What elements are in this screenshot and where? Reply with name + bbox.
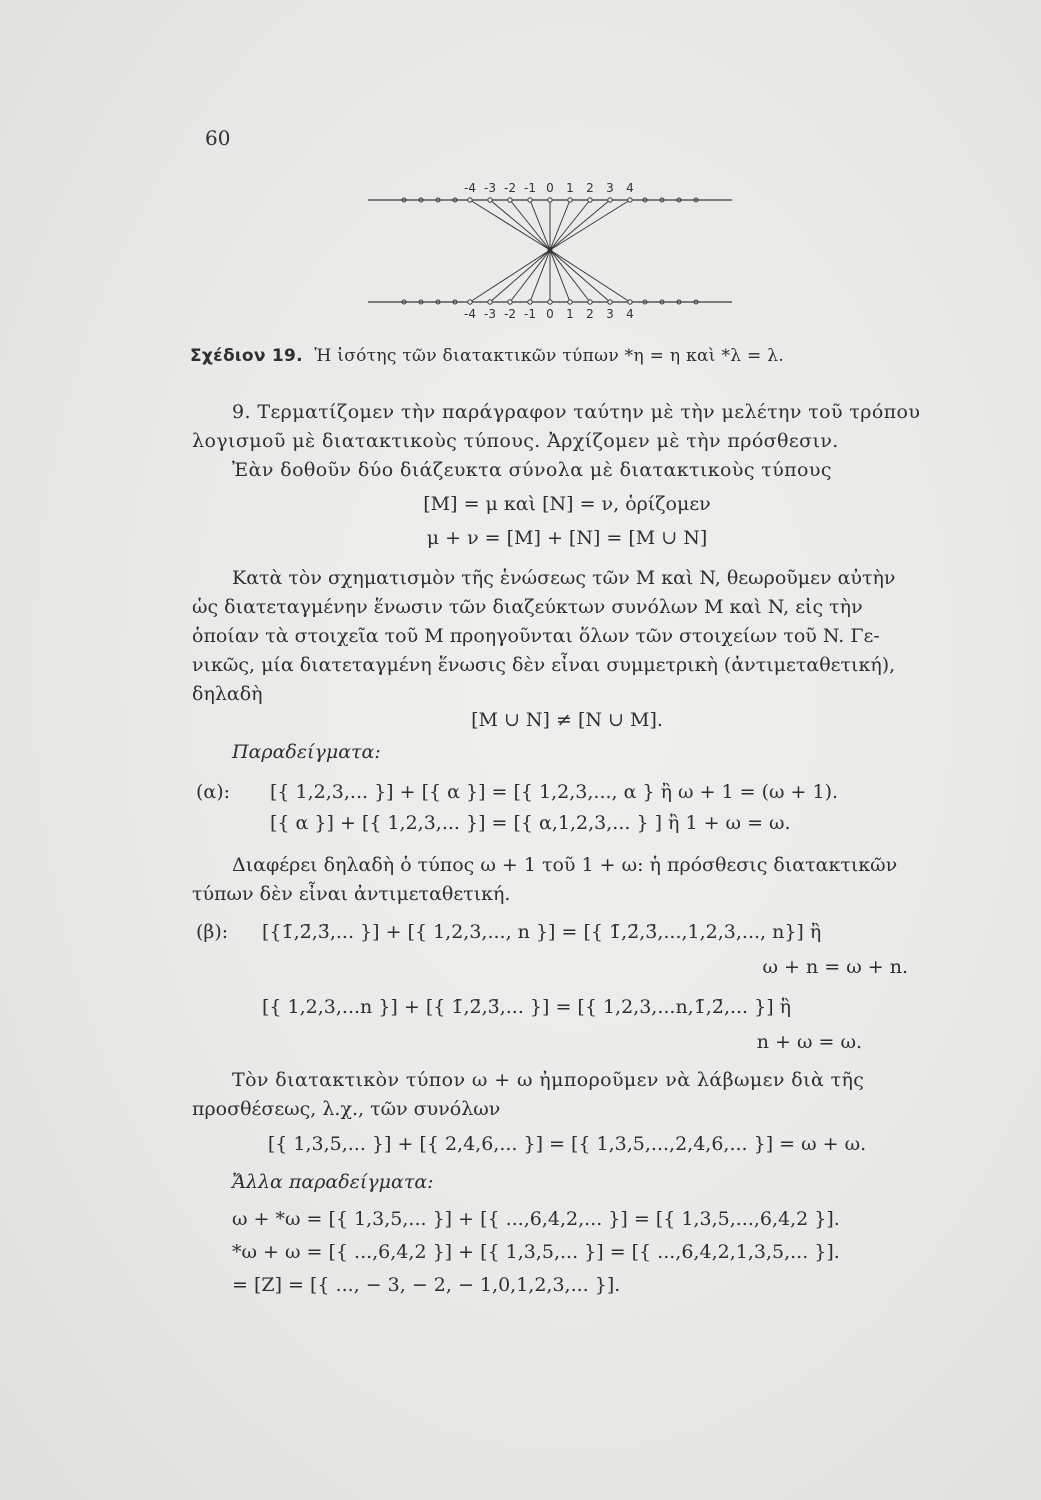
top-projection-line [530, 200, 550, 250]
bottom-axis-label: 3 [606, 307, 614, 321]
bottom-projection-line [470, 250, 550, 302]
bottom-axis-label: 2 [586, 307, 594, 321]
bottom-axis-point [608, 300, 612, 304]
bottom-axis-label: -3 [484, 307, 496, 321]
omega-line1: Τὸν διατακτικὸν τύπον ω + ω ἠμποροῦμεν νὰ λάβωμεν διὰ τῆς [232, 1069, 865, 1091]
example-a-line1: [{ 1,2,3,... }] + [{ α }] = [{ 1,2,3,..., α } ἢ ω + 1 = (ω + 1). [270, 781, 839, 803]
para9-line2: λογισμοῦ μὲ διατακτικοὺς τύπους. Ἀρχίζομεν μὲ τὴν πρόσθεσιν. [192, 430, 839, 452]
example-b-line3: [{ 1,2,3,...n }] + [{ 1̄,2̄,3̄,... }] = [{ 1,2,3,...n,1̄,2̄,... }] ἢ [262, 996, 792, 1018]
union-line4: νικῶς, μία διατεταγμένη ἕνωσις δὲν εἶναι συμμετρικὴ (ἀντιμεταθετική), [192, 654, 896, 676]
top-projection-line [490, 200, 550, 250]
top-axis-label: -2 [504, 181, 516, 195]
para9-eq1: [M] = μ καὶ [N] = ν, ὁρίζομεν [423, 493, 711, 515]
top-axis-point [608, 198, 612, 202]
bottom-projection-line [490, 250, 550, 302]
example-b-line1: [{1̄,2̄,3̄,... }] + [{ 1,2,3,..., n }] = [{ 1̄,2̄,3̄,...,1,2,3,..., n}] ἢ [262, 921, 822, 943]
para9-line1: 9. Τερματίζομεν τὴν παράγραφον ταύτην μὲ τὴν μελέτην τοῦ τρόπου [232, 401, 921, 423]
top-axis-label: -4 [464, 181, 476, 195]
union-eq: [M ∪ N] ≠ [N ∪ M]. [471, 709, 663, 731]
figure-caption [190, 346, 784, 366]
top-axis-label: -1 [524, 181, 536, 195]
figure-caption-label: Σχέδιον 19. [190, 346, 303, 366]
examples-heading: Παραδείγματα: [232, 741, 381, 763]
top-projection-line [470, 200, 550, 250]
top-axis-point [488, 198, 492, 202]
top-projection-line [550, 200, 590, 250]
bottom-axis-label: -1 [524, 307, 536, 321]
bottom-axis-point [528, 300, 532, 304]
top-axis-point [568, 198, 572, 202]
bottom-axis-label: 0 [546, 307, 554, 321]
order-type-diagram [360, 170, 740, 330]
center-point [548, 248, 553, 253]
bottom-projection-line [550, 250, 610, 302]
diff-line2: τύπων δὲν εἶναι ἀντιμεταθετική. [192, 883, 511, 905]
bottom-axis-label: 1 [566, 307, 574, 321]
other-line1: ω + *ω = [{ 1,3,5,... }] + [{ ...,6,4,2,... }] = [{ 1,3,5,...,6,4,2 }]. [232, 1208, 840, 1230]
other-line3: = [Z] = [{ ..., − 3, − 2, − 1,0,1,2,3,... }]. [232, 1274, 621, 1296]
bottom-axis-label: -2 [504, 307, 516, 321]
omega-line2: προσθέσεως, λ.χ., τῶν συνόλων [192, 1098, 501, 1120]
example-b-label: (β): [196, 921, 229, 943]
top-projection-line [550, 200, 570, 250]
top-axis-point [588, 198, 592, 202]
top-axis-label: 3 [606, 181, 614, 195]
bottom-axis-point [628, 300, 632, 304]
union-line1: Κατὰ τὸν σχηματισμὸν τῆς ἑνώσεως τῶν M καὶ N, θεωροῦμεν αὐτὴν [232, 567, 896, 589]
bottom-axis-point [588, 300, 592, 304]
top-axis-point [528, 198, 532, 202]
bottom-projection-line [550, 250, 630, 302]
union-line3: ὁποίαν τὰ στοιχεῖα τοῦ M προηγοῦνται ὅλων τῶν στοιχείων τοῦ N. Γε- [192, 625, 880, 647]
union-line5: δηλαδὴ [192, 683, 263, 705]
example-b-line4: n + ω = ω. [756, 1031, 862, 1053]
bottom-projection-line [550, 250, 590, 302]
bottom-axis-point [508, 300, 512, 304]
top-axis-label: -3 [484, 181, 496, 195]
other-examples-heading: Ἄλλα παραδείγματα: [232, 1171, 434, 1193]
top-axis-label: 1 [566, 181, 574, 195]
other-line2: *ω + ω = [{ ...,6,4,2 }] + [{ 1,3,5,... }] = [{ ...,6,4,2,1,3,5,... }]. [232, 1241, 840, 1263]
top-axis-point [548, 198, 552, 202]
top-projection-line [550, 200, 630, 250]
diff-line1: Διαφέρει δηλαδὴ ὁ τύπος ω + 1 τοῦ 1 + ω: ἡ πρόσθεσις διατακτικῶν [232, 854, 898, 876]
bottom-axis-label: -4 [464, 307, 476, 321]
top-axis-label: 2 [586, 181, 594, 195]
top-projection-line [510, 200, 550, 250]
para9-eq2: μ + ν = [M] + [N] = [M ∪ N] [426, 527, 708, 549]
bottom-axis-point [488, 300, 492, 304]
top-projection-line [550, 200, 610, 250]
top-axis-point [508, 198, 512, 202]
bottom-projection-line [530, 250, 550, 302]
example-a-line2: [{ α }] + [{ 1,2,3,... }] = [{ α,1,2,3,... } ] ἢ 1 + ω = ω. [270, 812, 791, 834]
bottom-axis-label: 4 [626, 307, 634, 321]
bottom-projection-line [510, 250, 550, 302]
top-axis-point [468, 198, 472, 202]
top-axis-point [628, 198, 632, 202]
top-axis-label: 0 [546, 181, 554, 195]
example-b-line2: ω + n = ω + n. [762, 956, 908, 978]
bottom-projection-line [550, 250, 570, 302]
union-line2: ὡς διατεταγμένην ἕνωσιν τῶν διαζεύκτων συνόλων M καὶ N, εἰς τὴν [192, 596, 863, 618]
page-number: 60 [205, 126, 231, 150]
para9-line3: Ἐὰν δοθοῦν δύο διάζευκτα σύνολα μὲ διατακτικοὺς τύπους [232, 459, 832, 481]
omega-eq: [{ 1,3,5,... }] + [{ 2,4,6,... }] = [{ 1,3,5,...,2,4,6,... }] = ω + ω. [267, 1133, 867, 1155]
bottom-axis-point [468, 300, 472, 304]
bottom-axis-point [568, 300, 572, 304]
bottom-axis-point [548, 300, 552, 304]
example-a-label: (α): [196, 781, 231, 803]
figure-caption-text: Ἡ ἰσότης τῶν διατακτικῶν τύπων *η = η καὶ *λ = λ. [314, 346, 785, 366]
top-axis-label: 4 [626, 181, 634, 195]
